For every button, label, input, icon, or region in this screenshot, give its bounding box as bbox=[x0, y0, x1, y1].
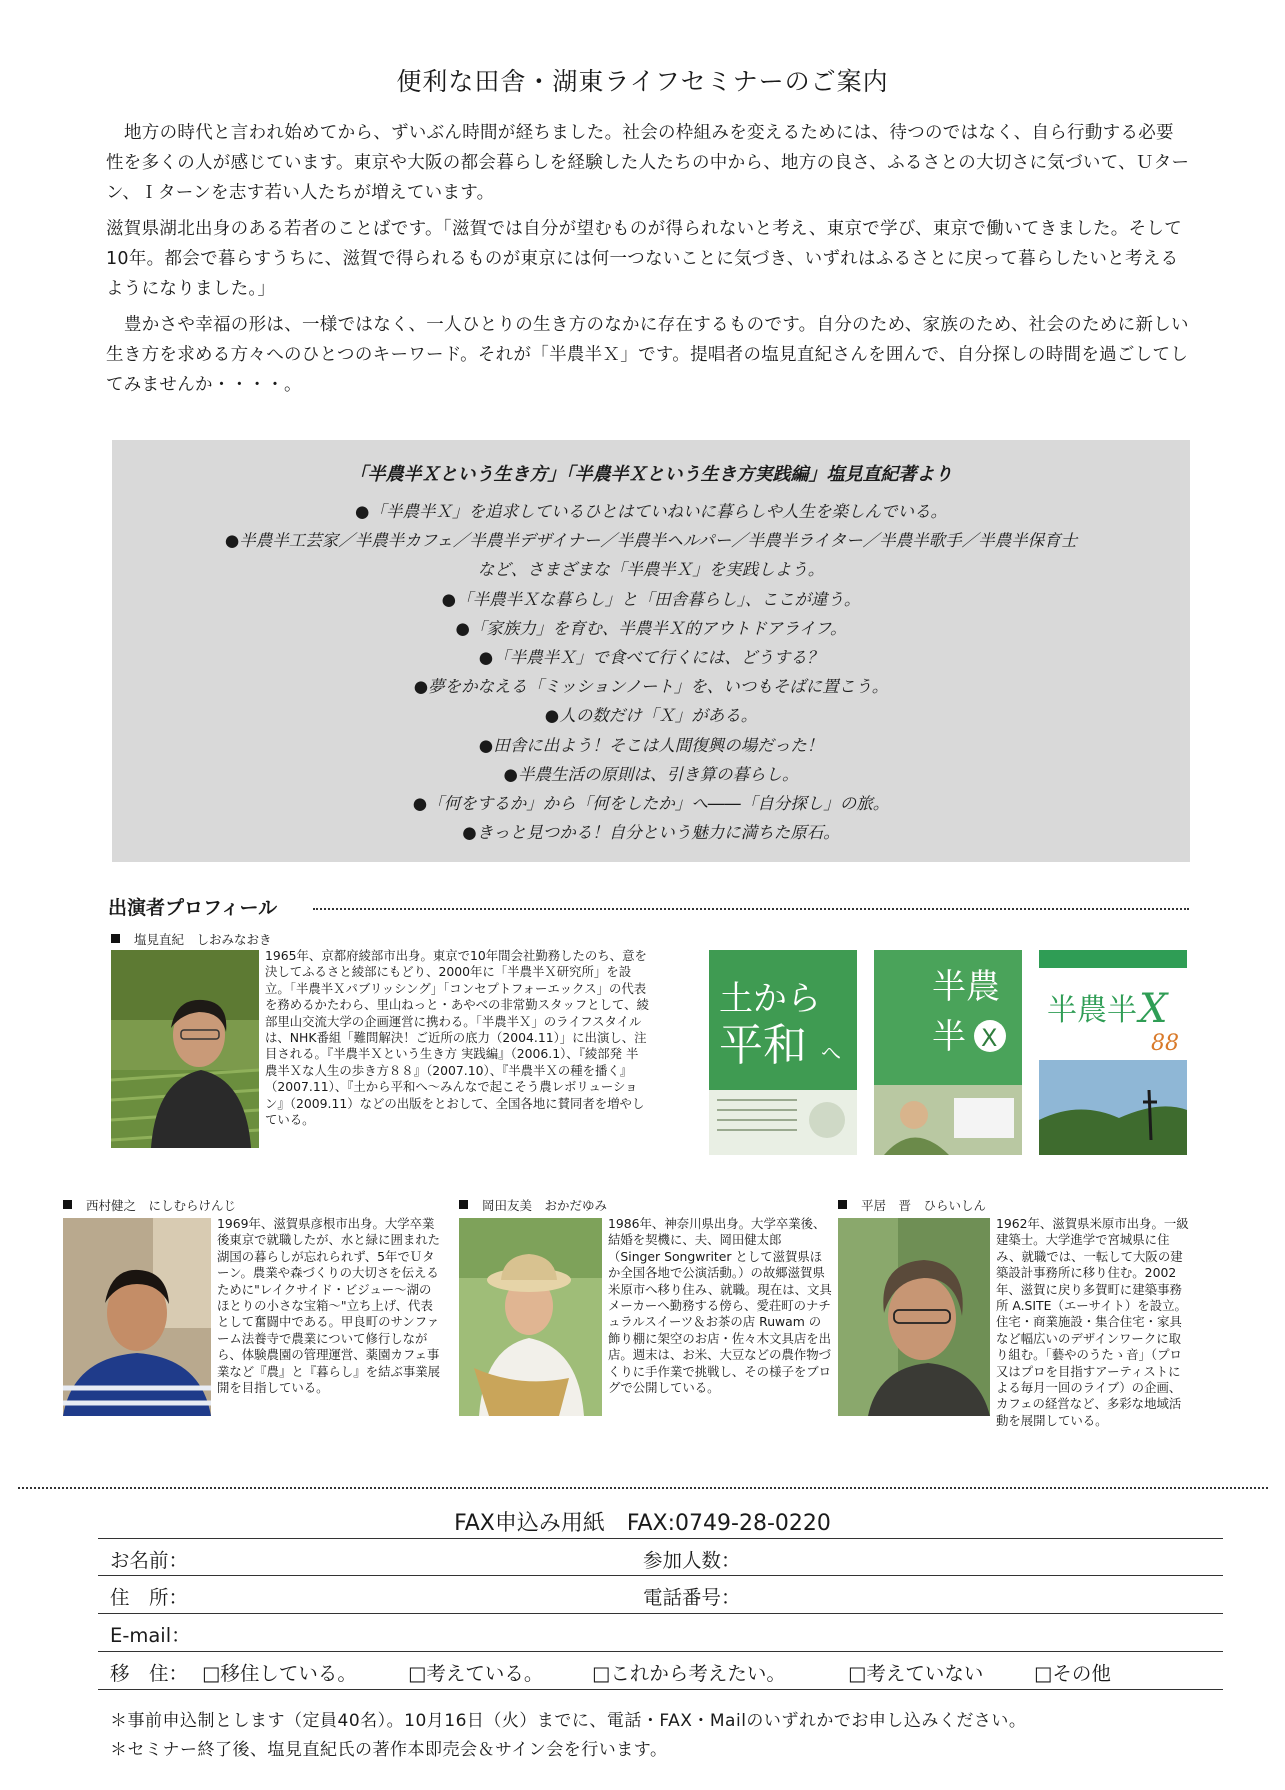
book-3-title-a: 半農半 bbox=[1047, 993, 1137, 1028]
portrait-nishimura bbox=[63, 1218, 211, 1416]
profile-name-nishimura: 西村健之 にしむらけんじ bbox=[63, 1196, 236, 1214]
profile-bio-okada: 1986年、神奈川県出身。大学卒業後、結婚を契機に、夫、岡田健太郎（Singer Songwriter として滋賀県ほか全国各地で公演活動。）の故郷滋賀県米原市へ移り住み、就職。現在は、文具メーカーへ勤務する傍ら、愛荘町のナチュラルスイーツ＆お茶の店 Ruwam の飾り棚に架空のお店・佐々木文具店を出店。週末は、お米、大豆などの農作物づくりに手作業で挑戦し、その様子をブログで公開している。 bbox=[608, 1216, 832, 1396]
list-item: ●きっと見つかる！自分という魅力に満ちた原石。 bbox=[462, 823, 840, 843]
list-item: ●田舎に出よう！そこは人間復興の場だった！ bbox=[478, 735, 824, 755]
profile-bio-hirai: 1962年、滋賀県米原市出身。一級建築士。大学進学で宮城県に住み、就職では、一転して大阪の建築設計事務所に移り住む。2002年、滋賀に戻り多賀町に建築事務所 A.SITE（エーサイト）を設立。住宅・商業施設・集合住宅・家具など幅広いのデザインワークに取り組む。「藝やのうたゝ音」（プロ又はプロを目指すアーティストによる毎月一回のライブ）の企画、カフェの経営など、多彩な地域活動を展開している。 bbox=[996, 1216, 1189, 1428]
book-2-title-a: 半農 bbox=[932, 967, 1000, 1007]
page-title: 便利な田舎・湖東ライフセミナーのご案内 bbox=[396, 67, 889, 96]
book-quotes-heading: 「半農半Ｘという生き方」「半農半Ｘという生き方実践編」塩見直紀著より bbox=[349, 464, 953, 485]
email-label: E-mail： bbox=[110, 1624, 191, 1647]
fax-form-title: FAX申込み用紙 FAX:0749-28-0220 bbox=[454, 1511, 831, 1536]
list-item: ●半農半工芸家／半農半カフェ／半農半デザイナー／半農半ヘルパー／半農半ライター／半農半歌手／半農半保育士 bbox=[224, 531, 1078, 551]
profiles-heading: 出演者プロフィール bbox=[108, 897, 278, 919]
note-registration: ＊事前申込制とします（定員40名）。10月16日（火）までに、電話・FAX・Mailのいずれかでお申し込みください。 bbox=[110, 1711, 1027, 1731]
option-other[interactable]: □その他 bbox=[1034, 1662, 1111, 1685]
note-book-signing: ＊セミナー終了後、塩見直紀氏の著作本即売会＆サイン会を行います。 bbox=[110, 1740, 668, 1760]
option-future[interactable]: □これから考えたい。 bbox=[592, 1662, 786, 1685]
option-considering[interactable]: □考えている。 bbox=[408, 1662, 544, 1685]
list-item: ●「半農半Ｘな暮らし」と「田舎暮らし」、ここが違う。 bbox=[441, 589, 861, 609]
profile-name-shiomi: 塩見直紀 しおみなおき bbox=[111, 930, 272, 948]
option-not-considering[interactable]: □考えていない bbox=[848, 1662, 984, 1685]
count-label: 参加人数： bbox=[643, 1549, 741, 1572]
book-1-title-b: 平和 bbox=[719, 1020, 807, 1071]
phone-label: 電話番号： bbox=[643, 1586, 741, 1609]
book-3-title-c: 88 bbox=[1151, 1031, 1179, 1056]
cut-line bbox=[18, 1487, 1268, 1489]
form-row-email bbox=[98, 1614, 1223, 1652]
heading-divider bbox=[313, 908, 1189, 910]
profile-bio-nishimura: 1969年、滋賀県彦根市出身。大学卒業後東京で就職したが、水と緑に囲まれた湖国の暮らしが忘れられず、5年でＵターン。農業や森づくりの大切さを伝えるために"レイクサイド・ビジュー～湖のほとりの小さな宝箱～"立ち上げ、代表として奮闘中である。甲良町のサンファーム法養寺で農業について修行しながら、体験農園の管理運営、薬園カフェ事業など『農』と『暮らし』を結ぶ事業展開を目指している。 bbox=[217, 1216, 441, 1396]
form-row-name bbox=[98, 1538, 1223, 1576]
intro-paragraph-1: 地方の時代と言われ始めてから、ずいぶん時間が経ちました。社会の枠組みを変えるためには、待つのではなく、自ら行動する必要性を多くの人が感じています。東京や大阪の都会暮らしを経験した人たちの中から、地方の良さ、ふるさとの大切さに気づいて、Ｕターン、Ｉターンを志す若い人たちが増えています。 bbox=[106, 123, 1190, 203]
book-2-title-c: X bbox=[981, 1024, 998, 1052]
book-2-title-b: 半 bbox=[932, 1017, 966, 1057]
book-cover-hanx-88 bbox=[1039, 950, 1187, 1155]
list-item: ●人の数だけ「Ｘ」がある。 bbox=[544, 706, 758, 726]
intro-text bbox=[106, 118, 1191, 406]
book-1-title-c: へ bbox=[821, 1041, 841, 1065]
intro-paragraph-2: 滋賀県湖北出身のある若者のことばです。「滋賀では自分が望むものが得られないと考え、東京で学び、東京で働いてきました。そして10年。都会で暮らすうちに、滋賀で得られるものが東京には何一つないことに気づき、いずれはふるさとに戻って暮らしたいと考えるようになりました。」 bbox=[106, 219, 1182, 299]
option-moved[interactable]: □移住している。 bbox=[202, 1662, 357, 1685]
relocation-label: 移 住： bbox=[110, 1662, 189, 1685]
list-item: ●半農生活の原則は、引き算の暮らし。 bbox=[503, 764, 799, 784]
book-3-title-b: X bbox=[1139, 986, 1168, 1032]
profile-bio-shiomi: 1965年、京都府綾部市出身。東京で10年間会社勤務したのち、意を決してふるさと綾部にもどり、2000年に「半農半Ｘ研究所」を設立。「半農半Ｘパブリッシング」「コンセプトフォーエックス」の代表を務めるかたわら、里山ねっと・あやべの非常勤スタッフとして、綾部里山交流大学の企画運営に携わる。「半農半Ｘ」のライフスタイルは、NHK番組「難問解決！ご近所の底力（2004.11）」に出演し、注目される。『半農半Ｘという生き方 実践編』（2006.1）、『綾部発 半農半Ｘな人生の歩き方８８』（2007.10）、『半農半Ｘの種を播く』（2007.11）、『土から平和へ～みんなで起こそう農レボリューション』（2009.11）などの出版をとおして、全国各地に賛同者を増やしている。 bbox=[265, 948, 649, 1128]
book-quotes-box bbox=[112, 440, 1190, 862]
book-cover-hannou-hanx bbox=[874, 950, 1022, 1155]
book-quotes-list bbox=[112, 497, 1190, 847]
list-item: など、さまざまな「半農半Ｘ」を実践しよう。 bbox=[477, 560, 825, 580]
list-item: ●「何をするか」から「何をしたか」へ――「自分探し」の旅。 bbox=[412, 794, 890, 814]
book-cover-tsuchikara bbox=[709, 950, 857, 1155]
book-1-title-a: 土から bbox=[719, 979, 821, 1019]
list-item: ●「家族力」を育む、半農半Ｘ的アウトドアライフ。 bbox=[455, 618, 847, 638]
list-item: ●夢をかなえる「ミッションノート」を、いつもそばに置こう。 bbox=[413, 677, 889, 697]
profile-name-hirai: 平居 晋 ひらいしん bbox=[838, 1196, 986, 1214]
name-label: お名前： bbox=[110, 1549, 189, 1572]
address-label: 住 所： bbox=[110, 1586, 189, 1609]
portrait-shiomi bbox=[111, 950, 259, 1148]
portrait-hirai bbox=[838, 1218, 990, 1416]
intro-paragraph-3: 豊かさや幸福の形は、一様ではなく、一人ひとりの生き方のなかに存在するものです。自分のため、家族のため、社会のために新しい生き方を求める方々へのひとつのキーワード。それが「半農半Ｘ」です。提唱者の塩見直紀さんを囲んで、自分探しの時間を過ごしてしてみませんか・・・・。 bbox=[106, 315, 1189, 395]
list-item: ●「半農半Ｘ」を追求しているひとはていねいに暮らしや人生を楽しんでいる。 bbox=[355, 502, 947, 521]
form-row-address bbox=[98, 1576, 1223, 1614]
portrait-okada bbox=[459, 1218, 602, 1416]
form-row-relocation bbox=[98, 1652, 1223, 1690]
profile-name-okada: 岡田友美 おかだゆみ bbox=[459, 1196, 607, 1214]
list-item: ●「半農半Ｘ」で食べて行くには、どうする？ bbox=[478, 648, 824, 668]
